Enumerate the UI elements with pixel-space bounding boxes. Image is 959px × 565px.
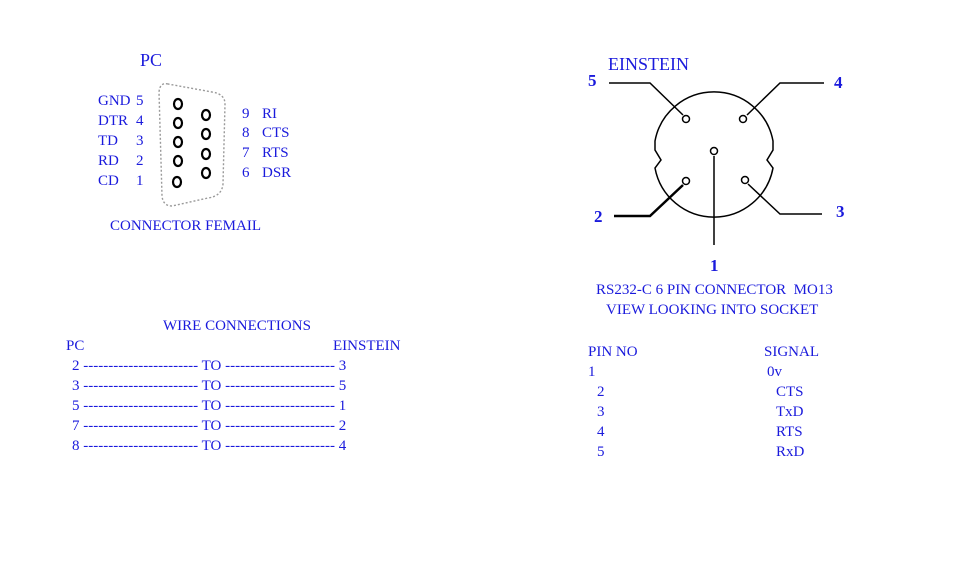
din-pin-label-2: 2 [594,207,603,226]
db9-pin-9 [202,110,210,120]
pc-pin-num-3: 3 [136,133,144,149]
din-pin-4-hole [740,116,747,123]
db9-pin-1 [173,177,181,187]
einstein-connector-title: EINSTEIN [608,54,689,74]
db9-pin-6 [202,168,210,178]
signal-row-signal: RTS [776,424,803,440]
wire-col-pc: PC [66,338,85,354]
din-pin-2-hole [683,178,690,185]
pc-pin-num-8: 8 [242,125,250,141]
wire-row: 7 ----------------------- TO ---------------------- 2 [72,418,347,434]
din-leader-3 [748,184,822,214]
wire-row: 3 ----------------------- TO ---------------------- 5 [72,378,347,394]
pc-connector-caption: CONNECTOR FEMAIL [110,218,261,234]
signal-col-signal: SIGNAL [764,344,819,360]
wire-row: 2 ----------------------- TO ---------------------- 3 [72,358,347,374]
din-pin-label-1: 1 [710,256,719,275]
wire-col-einstein: EINSTEIN [333,338,401,354]
pc-pin-name-9: RI [262,106,277,122]
pc-pin-name-1: CD [98,173,119,189]
signal-col-pin: PIN NO [588,344,638,360]
pc-pin-num-1: 1 [136,173,144,189]
pc-pin-name-6: DSR [262,165,292,181]
db9-pin-2 [174,156,182,166]
pc-pin-name-3: TD [98,133,118,149]
pc-pin-name-8: CTS [262,125,290,141]
signal-row-signal: CTS [776,384,804,400]
pc-pin-name-5: GND [98,93,131,109]
pc-pin-num-9: 9 [242,106,250,122]
einstein-caption-line1: RS232-C 6 PIN CONNECTOR MO13 [596,282,833,298]
db9-pin-8 [202,129,210,139]
db9-pin-7 [202,149,210,159]
db9-pin-4 [174,118,182,128]
pc-connector-title: PC [140,50,163,70]
wire-connections-title: WIRE CONNECTIONS [163,318,311,334]
signal-row-pin: 5 [597,444,605,460]
din-pin-label-5: 5 [588,71,597,90]
signal-row-pin: 1 [588,364,596,380]
pc-pin-name-4: DTR [98,113,128,129]
einstein-caption-line2: VIEW LOOKING INTO SOCKET [606,302,819,318]
db9-pin-3 [174,137,182,147]
signal-row-pin: 4 [597,424,605,440]
din-pin-3-hole [742,177,749,184]
signal-row-signal: RxD [776,444,805,460]
pc-pin-num-5: 5 [136,93,144,109]
signal-row-signal: 0v [767,364,782,380]
din-socket [609,83,824,245]
wire-row: 8 ----------------------- TO ---------------------- 4 [72,438,347,454]
din-leader-5 [609,83,683,115]
signal-row-pin: 3 [597,404,605,420]
din-leader-4 [747,83,824,115]
pc-pin-name-2: RD [98,153,119,169]
db9-shell-outline [159,84,225,206]
pc-pin-num-7: 7 [242,145,250,161]
din-pin-5-hole [683,116,690,123]
din-pin-label-4: 4 [834,73,843,92]
wire-row: 5 ----------------------- TO ---------------------- 1 [72,398,347,414]
din-pin-label-3: 3 [836,202,845,221]
pc-pin-name-7: RTS [262,145,289,161]
pc-pin-num-6: 6 [242,165,250,181]
pc-pin-num-2: 2 [136,153,144,169]
signal-row-signal: TxD [776,404,804,420]
din-pin-center-hole [711,148,718,155]
signal-row-pin: 2 [597,384,605,400]
pc-pin-num-4: 4 [136,113,144,129]
db9-pin-5 [174,99,182,109]
